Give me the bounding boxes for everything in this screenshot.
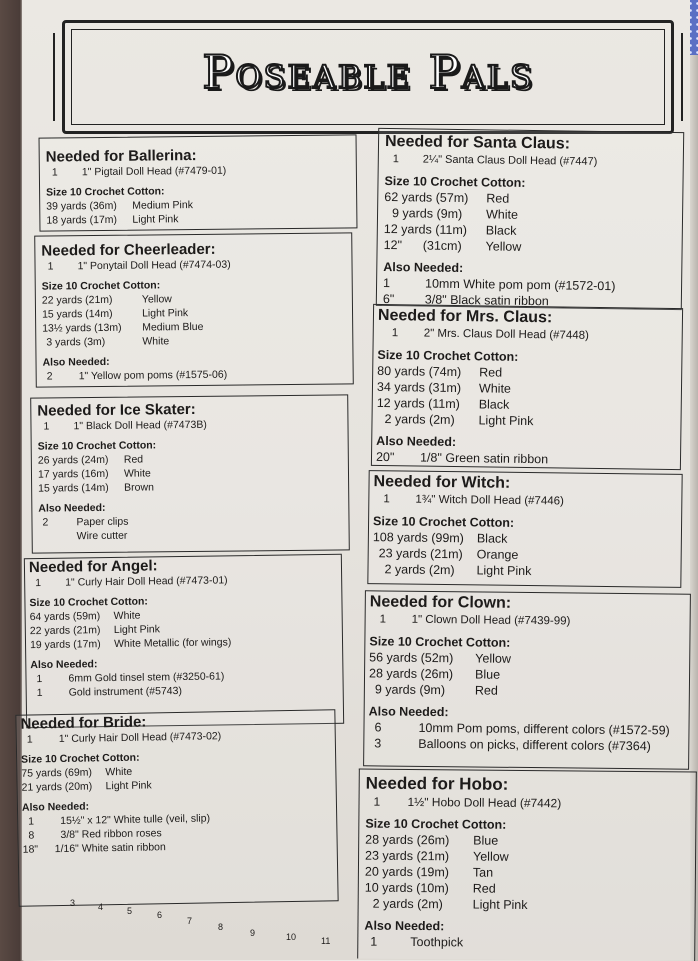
cotton-amount: 80 yards (74m): [377, 363, 462, 380]
cotton-amount: 2 yards (2m): [384, 412, 455, 427]
cotton-amount: 26 yards (24m): [37, 453, 109, 467]
cotton-amount: 13½ yards (13m): [42, 321, 122, 335]
cotton-color: Blue: [474, 667, 501, 682]
cotton-amount: 108 yards (99m): [372, 530, 464, 546]
also-item: 3/8" Black satin ribbon: [424, 292, 549, 309]
also-qty: 1: [382, 275, 391, 291]
box-santa-claus: [376, 128, 684, 310]
also-label: Also Needed:: [42, 355, 110, 369]
head-item: 2" Mrs. Claus Doll Head (#7448): [423, 327, 589, 342]
cotton-color: Black: [478, 397, 510, 412]
head-qty: 1: [392, 153, 400, 166]
also-item: 15½" x 12" White tulle (veil, slip): [60, 812, 211, 828]
cotton-label: Size 10 Crochet Cotton:: [46, 185, 165, 199]
head-qty: 1: [383, 493, 390, 506]
cotton-amount: 12 yards (11m): [376, 395, 460, 412]
page-number: 5: [127, 906, 133, 916]
head-qty: 1: [379, 613, 387, 626]
cotton-color: White: [478, 381, 512, 396]
also-label: Also Needed:: [368, 704, 449, 720]
head-qty: 1: [26, 733, 33, 746]
also-item: Paper clips: [76, 515, 129, 529]
cotton-amount: 64 yards (59m): [29, 610, 101, 624]
heading-ballerina: Needed for Ballerina:: [45, 147, 197, 166]
also-qty: 1: [36, 686, 43, 700]
cotton-color: Yellow: [141, 293, 172, 306]
title-frame: [62, 20, 674, 134]
also-item: 10mm Pom poms, different colors (#1572-59): [418, 720, 670, 738]
cotton-color: Light Pink: [105, 779, 152, 793]
also-label: Also Needed:: [383, 259, 464, 276]
page-number: 3: [70, 898, 76, 908]
cotton-amount: 3 yards (3m): [46, 335, 106, 349]
head-qty: 1: [51, 166, 58, 179]
heading-hobo: Needed for Hobo:: [365, 773, 509, 794]
cotton-color: Yellow: [475, 651, 511, 666]
cotton-color: Medium Blue: [142, 320, 204, 334]
also-item: Toothpick: [410, 934, 464, 950]
box-mrs-claus: [371, 304, 683, 470]
cotton-amount: 18 yards (17m): [46, 213, 118, 227]
also-qty: 1: [36, 672, 43, 686]
page-number: 4: [98, 902, 104, 912]
page-number: 6: [157, 910, 163, 920]
also-label: Also Needed:: [376, 433, 457, 450]
head-item: 1¾" Witch Doll Head (#7446): [415, 493, 564, 508]
cotton-color: Red: [486, 191, 510, 206]
cotton-amount: 23 yards (21m): [365, 848, 450, 864]
cotton-label: Size 10 Crochet Cotton:: [41, 279, 161, 293]
cotton-amount: 56 yards (52m): [369, 650, 454, 666]
cotton-amount: 9 yards (9m): [391, 206, 463, 222]
box-witch: [367, 470, 682, 588]
also-qty: 6: [374, 720, 382, 735]
head-item: 1½" Hobo Doll Head (#7442): [407, 794, 562, 811]
also-qty: 1: [28, 815, 35, 828]
also-qty: 2: [42, 516, 49, 529]
heading-angel: Needed for Angel:: [28, 557, 158, 577]
cotton-color: White: [485, 207, 519, 222]
head-qty: 1: [43, 420, 50, 433]
cotton-color: Red: [474, 683, 498, 698]
head-qty: 1: [373, 794, 381, 809]
head-item: 1" Pigtail Doll Head (#7479-01): [81, 164, 227, 179]
cotton-color: Light Pink: [478, 413, 534, 429]
cotton-color: White: [123, 467, 151, 480]
cotton-label: Size 10 Crochet Cotton:: [372, 514, 515, 530]
cotton-amount: 28 yards (26m): [368, 666, 454, 682]
head-item: 1" Black Doll Head (#7473B): [73, 418, 207, 433]
cotton-amount: 12" (31cm): [383, 237, 462, 254]
cotton-label: Size 10 Crochet Cotton:: [377, 347, 519, 364]
cotton-color: Black: [485, 223, 517, 238]
cotton-amount: 15 yards (14m): [38, 481, 109, 495]
cotton-color: Red: [123, 453, 144, 466]
heading-cheerleader: Needed for Cheerleader:: [41, 240, 216, 260]
cotton-label: Size 10 Crochet Cotton:: [365, 816, 507, 832]
cotton-label: Size 10 Crochet Cotton:: [29, 595, 148, 610]
also-item: 3/8" Red ribbon roses: [60, 827, 162, 842]
cotton-color: White Metallic (for wings): [113, 636, 232, 650]
box-ballerina: [39, 134, 358, 231]
head-qty: 1: [35, 576, 42, 590]
head-qty: 1: [47, 260, 54, 273]
cotton-color: Light Pink: [476, 563, 532, 579]
cotton-color: Light Pink: [132, 213, 179, 226]
also-item: 10mm White pom pom (#1572-01): [424, 276, 616, 294]
heading-witch: Needed for Witch:: [373, 473, 511, 492]
also-label: Also Needed:: [30, 658, 98, 672]
also-label: Also Needed:: [21, 800, 90, 814]
head-item: 1" Clown Doll Head (#7439-99): [411, 613, 571, 628]
also-qty: [39, 529, 77, 543]
cotton-color: Brown: [124, 481, 154, 494]
cotton-label: Size 10 Crochet Cotton:: [21, 751, 140, 766]
page-number: 11: [321, 936, 331, 946]
also-qty: 3: [374, 736, 382, 751]
page-number: 7: [187, 916, 193, 926]
also-qty: 6": [382, 291, 395, 307]
cotton-amount: 21 yards (20m): [21, 780, 93, 794]
cotton-amount: 15 yards (14m): [41, 307, 113, 321]
also-item: 6mm Gold tinsel stem (#3250-61): [68, 670, 225, 685]
cotton-label: Size 10 Crochet Cotton:: [369, 634, 511, 650]
cotton-color: Black: [476, 531, 508, 546]
cotton-color: White: [142, 335, 170, 348]
also-label: Also Needed:: [38, 501, 106, 515]
head-item: 1" Ponytail Doll Head (#7474-03): [77, 258, 231, 273]
cotton-amount: 19 yards (17m): [29, 638, 101, 652]
box-cheerleader: [34, 232, 354, 387]
also-item: Wire cutter: [76, 529, 128, 543]
also-item: Balloons on picks, different colors (#7364): [418, 736, 651, 754]
cotton-amount: 2 yards (2m): [372, 896, 443, 912]
box-clown: [363, 590, 691, 769]
cotton-amount: 22 yards (21m): [41, 293, 113, 307]
head-item: 2¼" Santa Claus Doll Head (#7447): [422, 153, 598, 168]
cotton-color: Light Pink: [472, 897, 528, 913]
also-label: Also Needed:: [364, 918, 445, 934]
heading-clown: Needed for Clown:: [369, 593, 512, 612]
cotton-amount: 22 yards (21m): [29, 624, 101, 638]
cotton-color: Orange: [476, 547, 519, 562]
box-hobo: [357, 769, 697, 961]
page-number: 8: [218, 922, 224, 932]
cotton-color: Red: [479, 365, 503, 380]
cotton-color: Tan: [472, 865, 494, 880]
page-number: 9: [250, 928, 256, 938]
cotton-color: Light Pink: [141, 307, 189, 320]
box-angel: [24, 554, 344, 728]
cotton-amount: 17 yards (16m): [37, 467, 109, 481]
also-item: 1" Yellow pom poms (#1575-06): [78, 368, 228, 383]
page-title: Poseable Pals: [202, 45, 534, 99]
cotton-color: White: [105, 765, 133, 779]
also-qty: 8: [28, 829, 35, 842]
cotton-amount: 20 yards (19m): [364, 864, 450, 880]
cotton-color: Medium Pink: [132, 199, 193, 212]
also-qty: 18": [22, 843, 39, 856]
cotton-label: Size 10 Crochet Cotton:: [384, 173, 526, 190]
cotton-color: Red: [472, 881, 496, 896]
heading-mrs-claus: Needed for Mrs. Claus:: [377, 306, 553, 327]
cotton-amount: 75 yards (69m): [21, 766, 93, 780]
also-qty: 20": [375, 449, 395, 465]
cotton-amount: 10 yards (10m): [364, 880, 449, 896]
heading-ice-skater: Needed for Ice Skater:: [37, 400, 196, 420]
head-qty: 1: [391, 327, 399, 340]
cotton-color: Yellow: [485, 239, 522, 254]
box-bride: [15, 709, 338, 907]
also-item: 1/16" White satin ribbon: [54, 841, 166, 856]
cotton-amount: 62 yards (57m): [384, 189, 469, 206]
cotton-color: Yellow: [473, 849, 509, 864]
cotton-amount: 28 yards (26m): [365, 832, 450, 848]
heading-santa-claus: Needed for Santa Claus:: [384, 132, 571, 153]
also-qty: 2: [46, 370, 53, 383]
cotton-amount: 12 yards (11m): [383, 221, 468, 238]
cotton-amount: 2 yards (2m): [384, 562, 455, 578]
cotton-color: Blue: [473, 833, 499, 848]
also-qty: 1: [370, 934, 378, 949]
cotton-amount: 34 yards (31m): [376, 379, 462, 396]
head-item: 1" Curly Hair Doll Head (#7473-02): [58, 730, 222, 746]
box-ice-skater: [30, 394, 350, 553]
cotton-label: Size 10 Crochet Cotton:: [37, 439, 157, 453]
cotton-amount: 39 yards (36m): [46, 199, 117, 213]
also-item: Gold instrument (#5743): [68, 685, 183, 699]
cotton-amount: 9 yards (9m): [374, 682, 446, 698]
cotton-amount: 23 yards (21m): [378, 546, 463, 562]
page-numbers: [60, 898, 350, 946]
head-item: 1" Curly Hair Doll Head (#7473-01): [65, 574, 228, 589]
page-number: 10: [286, 932, 297, 942]
also-item: 1/8" Green satin ribbon: [419, 450, 549, 467]
cotton-color: Light Pink: [113, 623, 161, 636]
cotton-color: White: [113, 609, 141, 622]
heading-bride: Needed for Bride:: [20, 713, 147, 733]
